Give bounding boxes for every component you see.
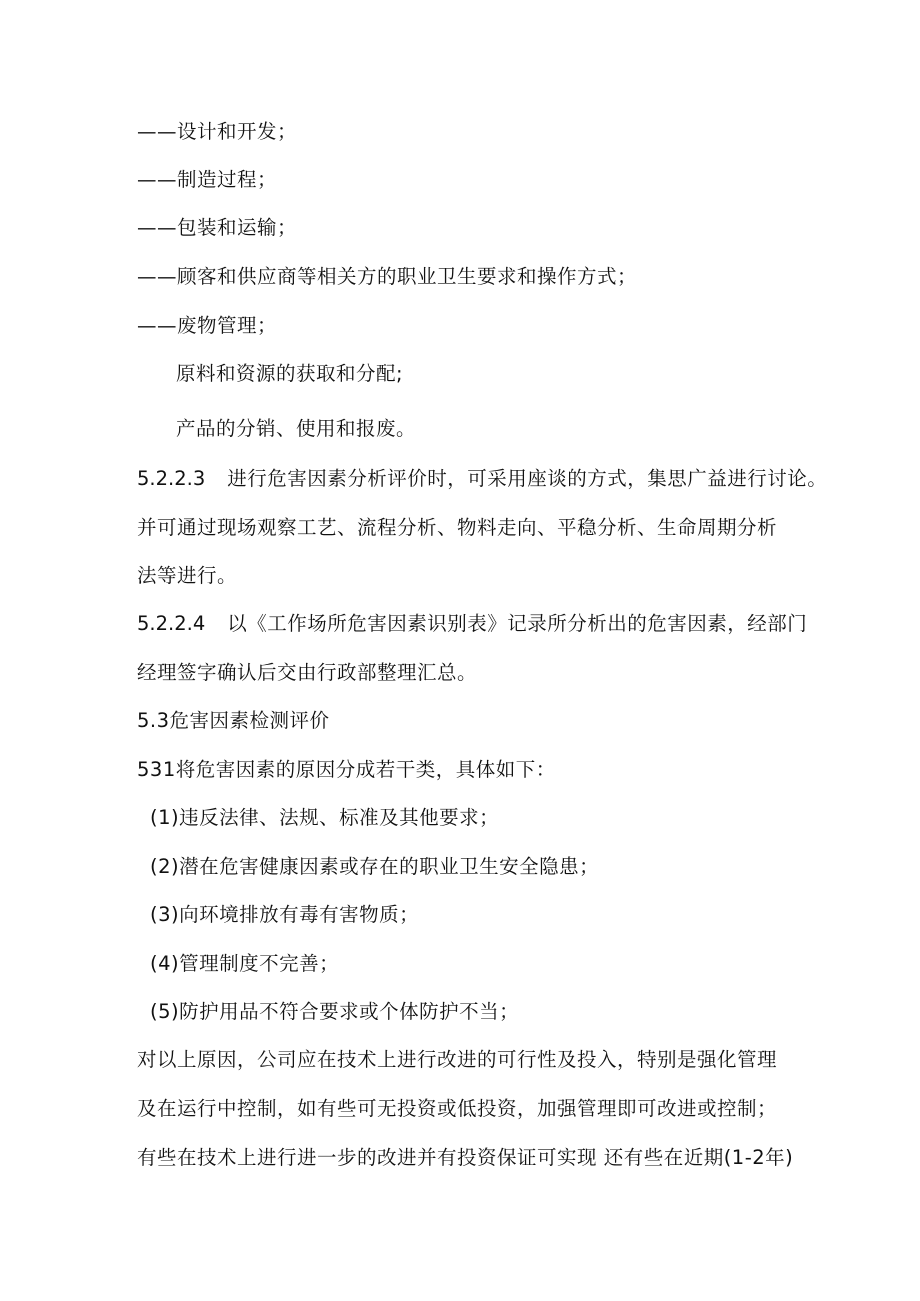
dash-item-stakeholders: ——顾客和供应商等相关方的职业卫生要求和操作方式； — [137, 265, 638, 288]
section-number: 5.2.2.3 — [137, 467, 206, 490]
closing-line-1: 对以上原因，公司应在技术上进行改进的可行性及投入，特别是强化管理 — [137, 1048, 778, 1071]
closing-line-3: 有些在技术上进行进一步的改进并有投资保证可实现 还有些在近期(1-2年) — [137, 1146, 794, 1169]
cause-item-5: (5)防护用品不符合要求或个体防护不当； — [150, 1000, 520, 1023]
indent-item-products: 产品的分销、使用和报废。 — [176, 417, 417, 440]
section-text: 以《工作场所危害因素识别表》记录所分析出的危害因素，经部门 — [227, 612, 808, 635]
section-531-intro: 531将危害因素的原因分成若干类，具体如下： — [137, 758, 556, 781]
cause-item-4: (4)管理制度不完善； — [150, 952, 340, 975]
dash-item-manufacturing: ——制造过程； — [137, 168, 278, 191]
cause-item-1: (1)违反法律、法规、标准及其他要求； — [150, 806, 500, 829]
closing-line-2: 及在运行中控制，如有些可无投资或低投资，加强管理即可改进或控制； — [137, 1097, 778, 1120]
section-5224-line-1 — [137, 610, 807, 638]
section-5223-line-1 — [137, 465, 827, 493]
dash-item-waste: ——废物管理； — [137, 314, 278, 337]
section-number: 5.2.2.4 — [137, 612, 206, 635]
section-5224-line-2: 经理签字确认后交由行政部整理汇总。 — [137, 661, 478, 684]
section-53-heading: 5.3危害因素检测评价 — [137, 709, 330, 732]
dash-item-design: ——设计和开发； — [137, 120, 298, 143]
section-5223-line-2: 并可通过现场观察工艺、流程分析、物料走向、平稳分析、生命周期分析 — [137, 516, 778, 539]
cause-item-2: (2)潜在危害健康因素或存在的职业卫生安全隐患； — [150, 855, 600, 878]
section-5223-line-3: 法等进行。 — [137, 564, 238, 587]
dash-item-packaging: ——包装和运输； — [137, 216, 298, 239]
cause-item-3: (3)向环境排放有毒有害物质； — [150, 903, 420, 926]
indent-item-materials: 原料和资源的获取和分配; — [176, 362, 404, 385]
section-text: 进行危害因素分析评价时，可采用座谈的方式，集思广益进行讨论。 — [227, 467, 828, 490]
